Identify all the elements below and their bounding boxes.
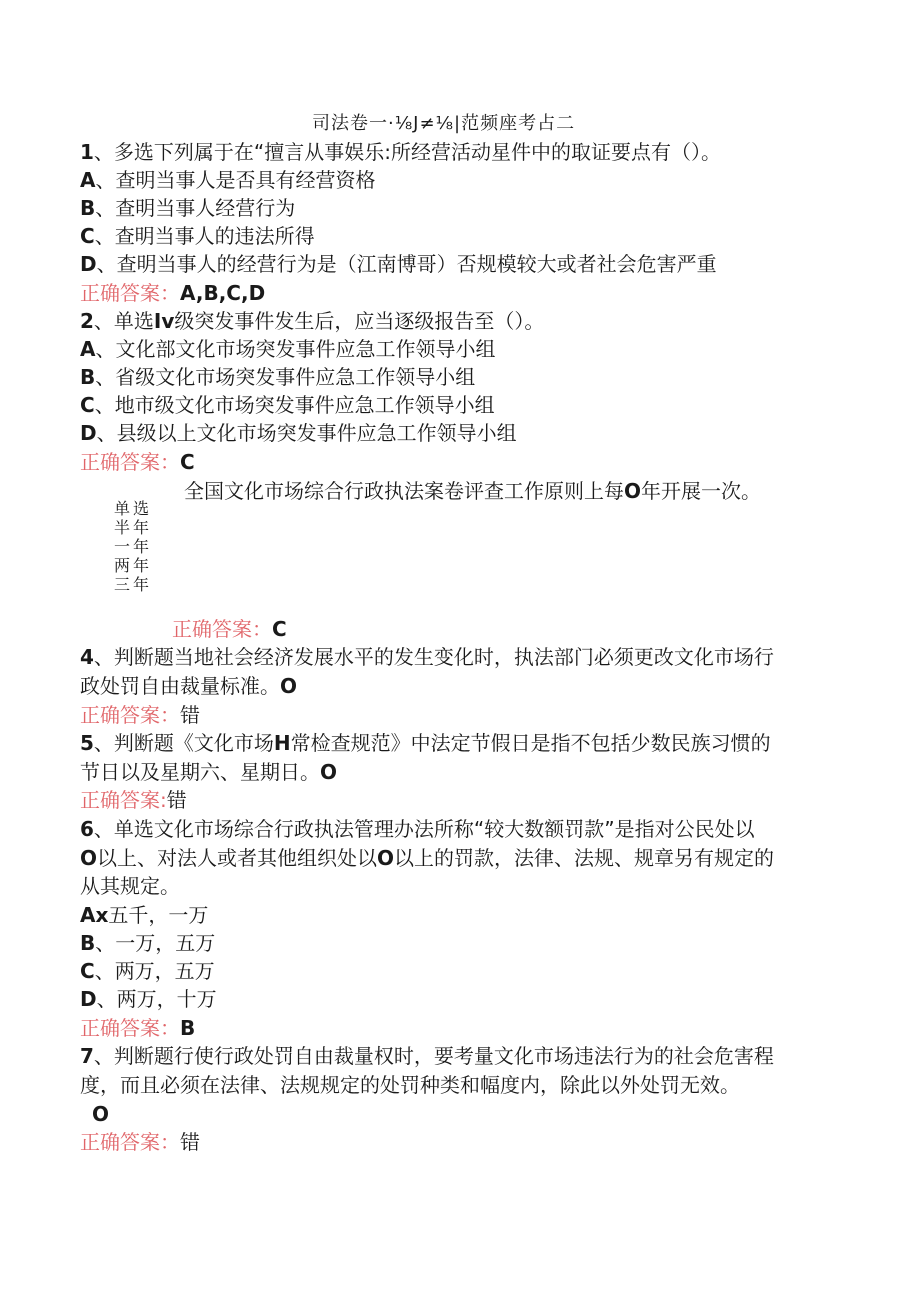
answer-label: 正确答案: (80, 788, 167, 812)
q1-option-a (80, 167, 375, 193)
question-5-cont (80, 759, 337, 785)
q2-option-c (80, 392, 495, 418)
question-4 (80, 644, 774, 670)
question-text: 判断题当地社会经济发展水平的发生变化时，执法部门必须更改文化市场行 (113, 645, 774, 669)
question-mark: O (92, 1102, 110, 1126)
question-number: 6 (80, 817, 94, 841)
question-6 (80, 816, 755, 842)
q2-option-b (80, 364, 475, 390)
q6-option-d (80, 986, 217, 1012)
q1-option-c (80, 223, 315, 249)
option-sep: 、 (95, 168, 116, 192)
question-sep: 、 (93, 731, 114, 755)
option-letter: A (80, 337, 96, 361)
q3-answer (172, 616, 287, 642)
answer-value: 错 (180, 1130, 200, 1154)
answer-label: 正确答案： (172, 617, 272, 641)
question-text: 度，而且必须在法律、法规规定的处罚种类和幅度内，除此以外处罚无效。 (80, 1073, 740, 1097)
q1-option-b (80, 195, 295, 221)
question-text-post: 常检查规范》中法定节假日是指不包括少数民族习惯的 (290, 731, 771, 755)
question-number: 7 (80, 1044, 94, 1068)
option-text: 两万，十万 (116, 987, 217, 1011)
option-letter: D (80, 987, 97, 1011)
question-text: 从其规定。 (80, 874, 180, 898)
question-5 (80, 730, 771, 756)
answer-value: 错 (166, 788, 187, 812)
answer-value: C (180, 450, 195, 474)
option-text: 五千，一万 (108, 903, 209, 927)
q6-option-b (80, 930, 215, 956)
option-sep: 、 (95, 337, 116, 361)
option-sep: 、 (95, 196, 116, 220)
q5-answer (80, 787, 187, 813)
q6-answer (80, 1015, 195, 1041)
answer-label: 正确答案： (80, 703, 180, 727)
q7-answer (80, 1129, 200, 1155)
q3-option-3: 两年 (114, 556, 153, 575)
question-text-pre: 判断题《文化市场 (113, 731, 274, 755)
question-text-pre: 全国文化市场综合行政执法案卷评查工作原则上每 (184, 479, 624, 503)
option-sep: 、 (94, 224, 115, 248)
option-letter: B (80, 196, 96, 220)
option-letter: C (80, 393, 95, 417)
option-sep: 、 (95, 931, 116, 955)
option-letter: C (80, 224, 95, 248)
question-sep: 、 (93, 140, 114, 164)
answer-value: B (180, 1016, 196, 1040)
question-number: 2 (80, 309, 94, 333)
option-sep: 、 (95, 365, 116, 389)
question-3 (184, 478, 761, 504)
q6-option-c (80, 958, 215, 984)
question-4-cont (80, 673, 297, 699)
question-text-bold: O (624, 479, 642, 503)
question-mark: O (280, 674, 298, 698)
option-text: 两万，五万 (114, 959, 215, 983)
answer-value: C (272, 617, 287, 641)
question-text: 以上的罚款，法律、法规、规章另有规定的 (394, 846, 775, 870)
option-letter: D (80, 252, 97, 276)
q3-option-1: 半年 (114, 518, 153, 537)
option-letter: B (80, 931, 96, 955)
question-text-post: 级突发事件发生后，应当逐级报告至（）。 (174, 309, 545, 333)
question-sep: 、 (93, 645, 114, 669)
question-text-bold: H (273, 731, 291, 755)
q2-answer (80, 449, 195, 475)
q4-answer (80, 702, 200, 728)
answer-value: A,B,C,D (180, 281, 266, 305)
q2-option-a (80, 336, 495, 362)
question-text-post: 年开展一次。 (641, 479, 762, 503)
question-6-cont2 (80, 873, 180, 899)
answer-label: 正确答案： (80, 450, 180, 474)
question-text: 以上、对法人或者其他组织处以 (97, 846, 378, 870)
option-letter: B (80, 365, 96, 389)
option-letter: Ax (80, 903, 109, 927)
option-text: 查明当事人的违法所得 (114, 224, 315, 248)
question-number: 1 (80, 140, 94, 164)
question-mark: O (320, 760, 338, 784)
option-text: 查明当事人经营行为 (115, 196, 296, 220)
question-mark: O (80, 846, 98, 870)
question-7 (80, 1043, 774, 1069)
option-text: 查明当事人是否具有经营资格 (115, 168, 376, 192)
q3-options (114, 499, 152, 594)
option-text: 地市级文化市场突发事件应急工作领导小组 (114, 393, 495, 417)
question-text-bold: Iv (153, 309, 175, 333)
answer-value: 错 (180, 703, 200, 727)
option-sep: 、 (96, 252, 117, 276)
question-text-pre: 单选 (113, 309, 154, 333)
page-title: 司法卷一·⅛J≠⅛|范频座考占二 (312, 113, 576, 134)
q3-option-type: 单选 (114, 499, 153, 518)
q6-option-a (80, 902, 208, 928)
option-text: 县级以上文化市场突发事件应急工作领导小组 (116, 421, 517, 445)
question-6-cont (80, 845, 774, 871)
question-number: 4 (80, 645, 94, 669)
option-text: 查明当事人的经营行为是（江南博哥）否规模较大或者社会危害严重 (116, 252, 717, 276)
option-letter: A (80, 168, 96, 192)
option-text: 一万，五万 (115, 931, 216, 955)
option-sep: 、 (94, 393, 115, 417)
q1-answer (80, 280, 265, 306)
question-mark: O (377, 846, 395, 870)
answer-label: 正确答案： (80, 1130, 180, 1154)
q2-option-d (80, 420, 517, 446)
question-2 (80, 308, 544, 334)
option-letter: D (80, 421, 97, 445)
question-7-cont (80, 1072, 740, 1098)
question-sep: 、 (93, 309, 114, 333)
question-text: 多选下列属于在“擅言从事娱乐:所经营活动星件中的取证要点有（）。 (113, 140, 722, 164)
q3-option-2: 一年 (114, 537, 153, 556)
option-text: 省级文化市场突发事件应急工作领导小组 (115, 365, 476, 389)
answer-label: 正确答案： (80, 1016, 180, 1040)
question-text: 政处罚自由裁量标准。 (80, 674, 280, 698)
question-text: 判断题行使行政处罚自由裁量权时，要考量文化市场违法行为的社会危害程 (113, 1044, 774, 1068)
question-number: 5 (80, 731, 94, 755)
option-text: 文化部文化市场突发事件应急工作领导小组 (115, 337, 496, 361)
question-text: 单选文化市场综合行政执法管理办法所称“较大数额罚款”是指对公民处以 (113, 817, 755, 841)
option-letter: C (80, 959, 95, 983)
option-sep: 、 (96, 421, 117, 445)
q1-option-d (80, 251, 717, 277)
question-text: 节日以及星期六、星期日。 (80, 760, 320, 784)
question-1 (80, 139, 721, 165)
option-sep: 、 (94, 959, 115, 983)
question-sep: 、 (93, 817, 114, 841)
q3-option-4: 三年 (114, 575, 153, 594)
option-sep: 、 (96, 987, 117, 1011)
question-sep: 、 (93, 1044, 114, 1068)
answer-label: 正确答案： (80, 281, 180, 305)
